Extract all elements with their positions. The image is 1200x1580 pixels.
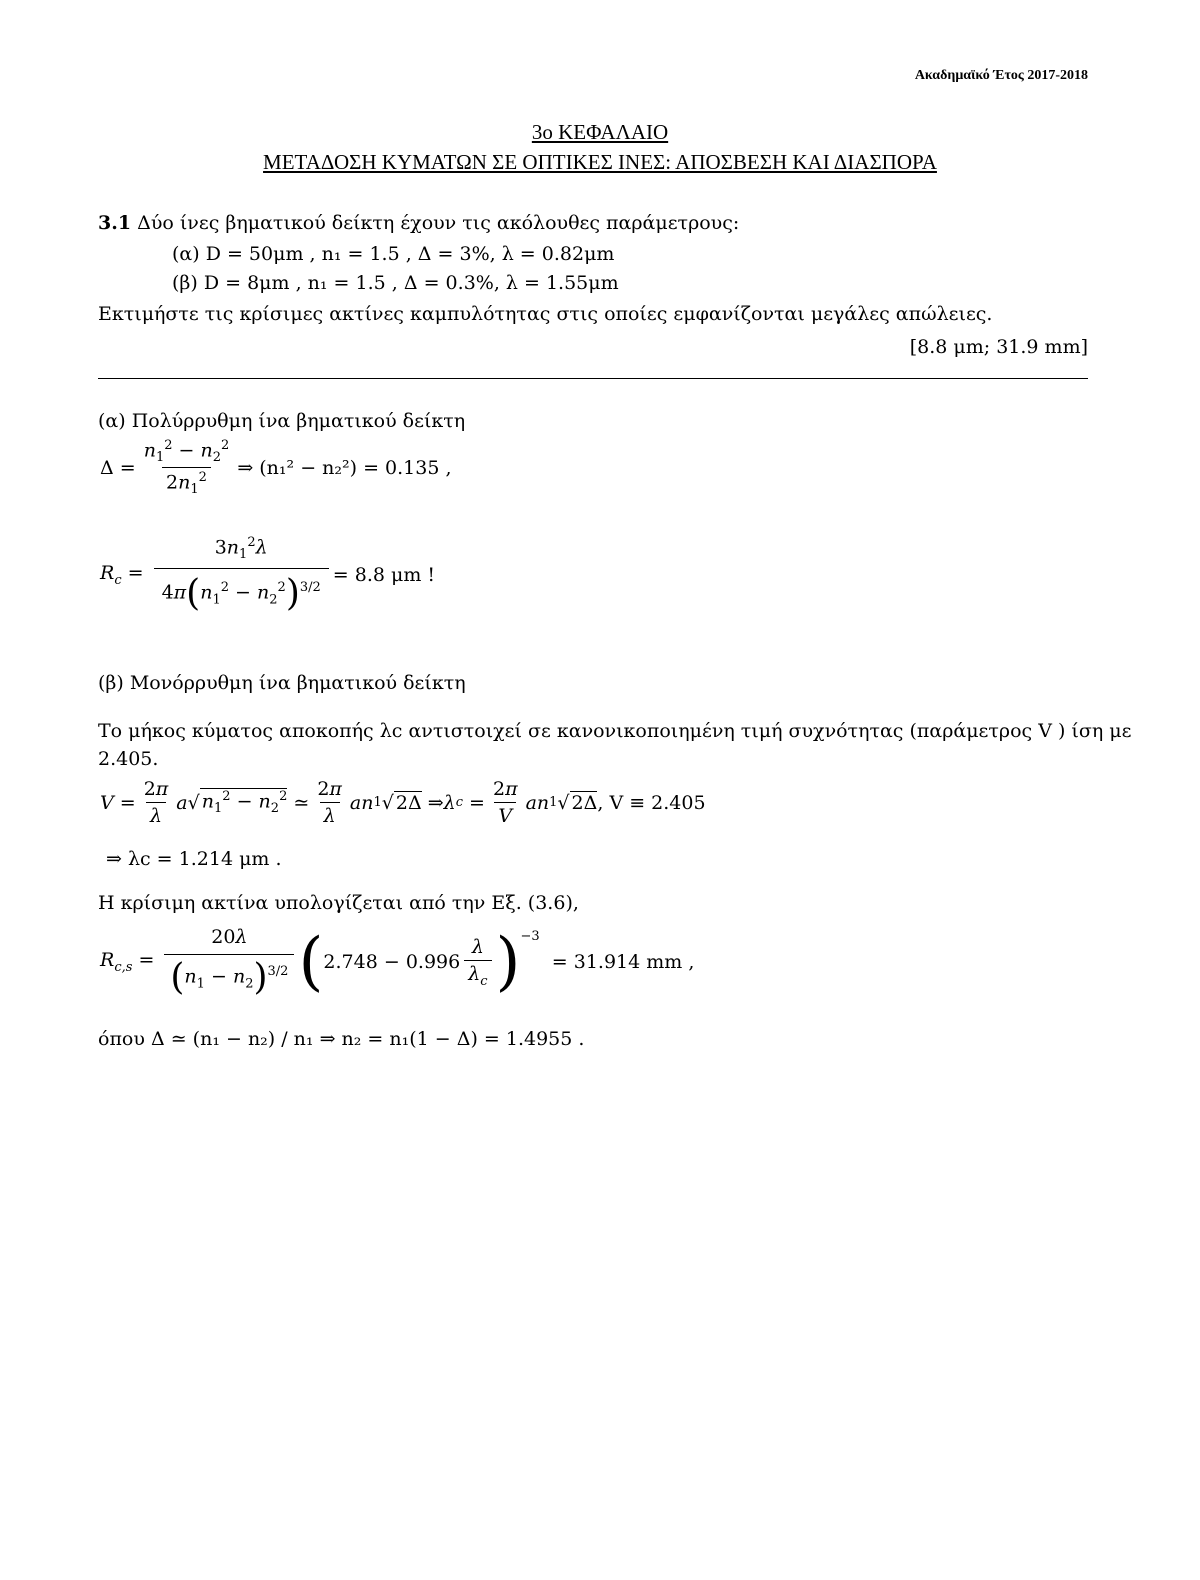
equation-delta: Δ = $\frac{n_1^2 - n_2^2}{2n_1^2}$ ⇒ (n₁² − n₂²) = 0.135 , [100,438,452,498]
eq5-result: = 31.914 mm , [551,951,695,973]
final-line: όπου Δ ≃ (n₁ − n₂) / n₁ ⇒ n₂ = n₁(1 − Δ) = 1.4955 . [98,1028,585,1050]
case-a: (α) D = 50μm , n₁ = 1.5 , Δ = 3%, λ = 0.82μm [172,243,615,265]
rc-fraction: $\frac{3n_1^2\lambda}{4\pi(n_1^2 - n_2^2)^{3/2}}$ [154,535,329,614]
para1-line1: Το μήκος κύματος αποκοπής λc αντιστοιχεί σε κανονικοποιημένη τιμή συχνότητας (παράμετρος V ) ίση με [98,720,1132,742]
case-b: (β) D = 8μm , n₁ = 1.5 , Δ = 0.3%, λ = 1.55μm [172,272,619,294]
eq4: ⇒ λc = 1.214 μm . [106,848,282,870]
part-a-heading: (α) Πολύρρυθμη ίνα βηματικού δείκτη [98,410,466,432]
chapter-title: ΜΕΤΑΔΟΣΗ ΚΥΜΑΤΩΝ ΣΕ ΟΠΤΙΚΕΣ ΙΝΕΣ: ΑΠΟΣΒΕΣΗ ΚΑΙ ΔΙΑΣΠΟΡΑ [263,150,937,174]
chapter-number: 3ο ΚΕΦΑΛΑΙΟ [531,120,669,144]
equation-rcs: $R_{c,s}$ = $\frac{20\lambda}{(n_1 - n_2)^{3/2}}$ ( 2.748 − 0.996 $\frac{\lambda}{\lambda_c}$ ) $^{-3}$ = 31.914 mm , [100,925,695,999]
problem-number: 3.1 [98,212,132,234]
para1-line2: 2.405. [98,748,159,770]
eq1-result: ⇒ (n₁² − n₂²) = 0.135 , [237,456,452,479]
eq2-result: = 8.8 μm ! [332,563,436,586]
problem-answer: [8.8 μm; 31.9 mm] [909,336,1088,358]
separator-rule [98,378,1088,379]
delta-fraction: $\frac{n_1^2 - n_2^2}{2n_1^2}$ [143,438,230,498]
equation-v: V = $\frac{2\pi}{\lambda}$ a √ $n_1^2 - n_2^2$ ≃ $\frac{2\pi}{\lambda}$ an 1 √ 2Δ ⇒ λ c = $\frac{2\pi}{V}$ an 1 √ 2Δ , V ≡ 2.405 [100,778,706,827]
problem-question: Εκτιμήστε τις κρίσιμες ακτίνες καμπυλότητας στις οποίες εμφανίζονται μεγάλες απώλειες. [98,303,993,325]
problem-statement: Δύο ίνες βηματικού δείκτη έχουν τις ακόλουθες παράμετρους: [137,212,740,234]
eq3-tail: V ≡ 2.405 [609,791,706,814]
equation-rc: $R_c$ = $\frac{3n_1^2\lambda}{4\pi(n_1^2 - n_2^2)^{3/2}}$ = 8.8 μm ! [100,535,436,615]
problem-statement-line [98,212,739,234]
para2: Η κρίσιμη ακτίνα υπολογίζεται από την Εξ. (3.6), [98,892,579,914]
academic-year: Ακαδημαϊκό Έτος 2017-2018 [914,68,1088,83]
part-b-heading: (β) Μονόρρυθμη ίνα βηματικού δείκτη [98,672,466,694]
